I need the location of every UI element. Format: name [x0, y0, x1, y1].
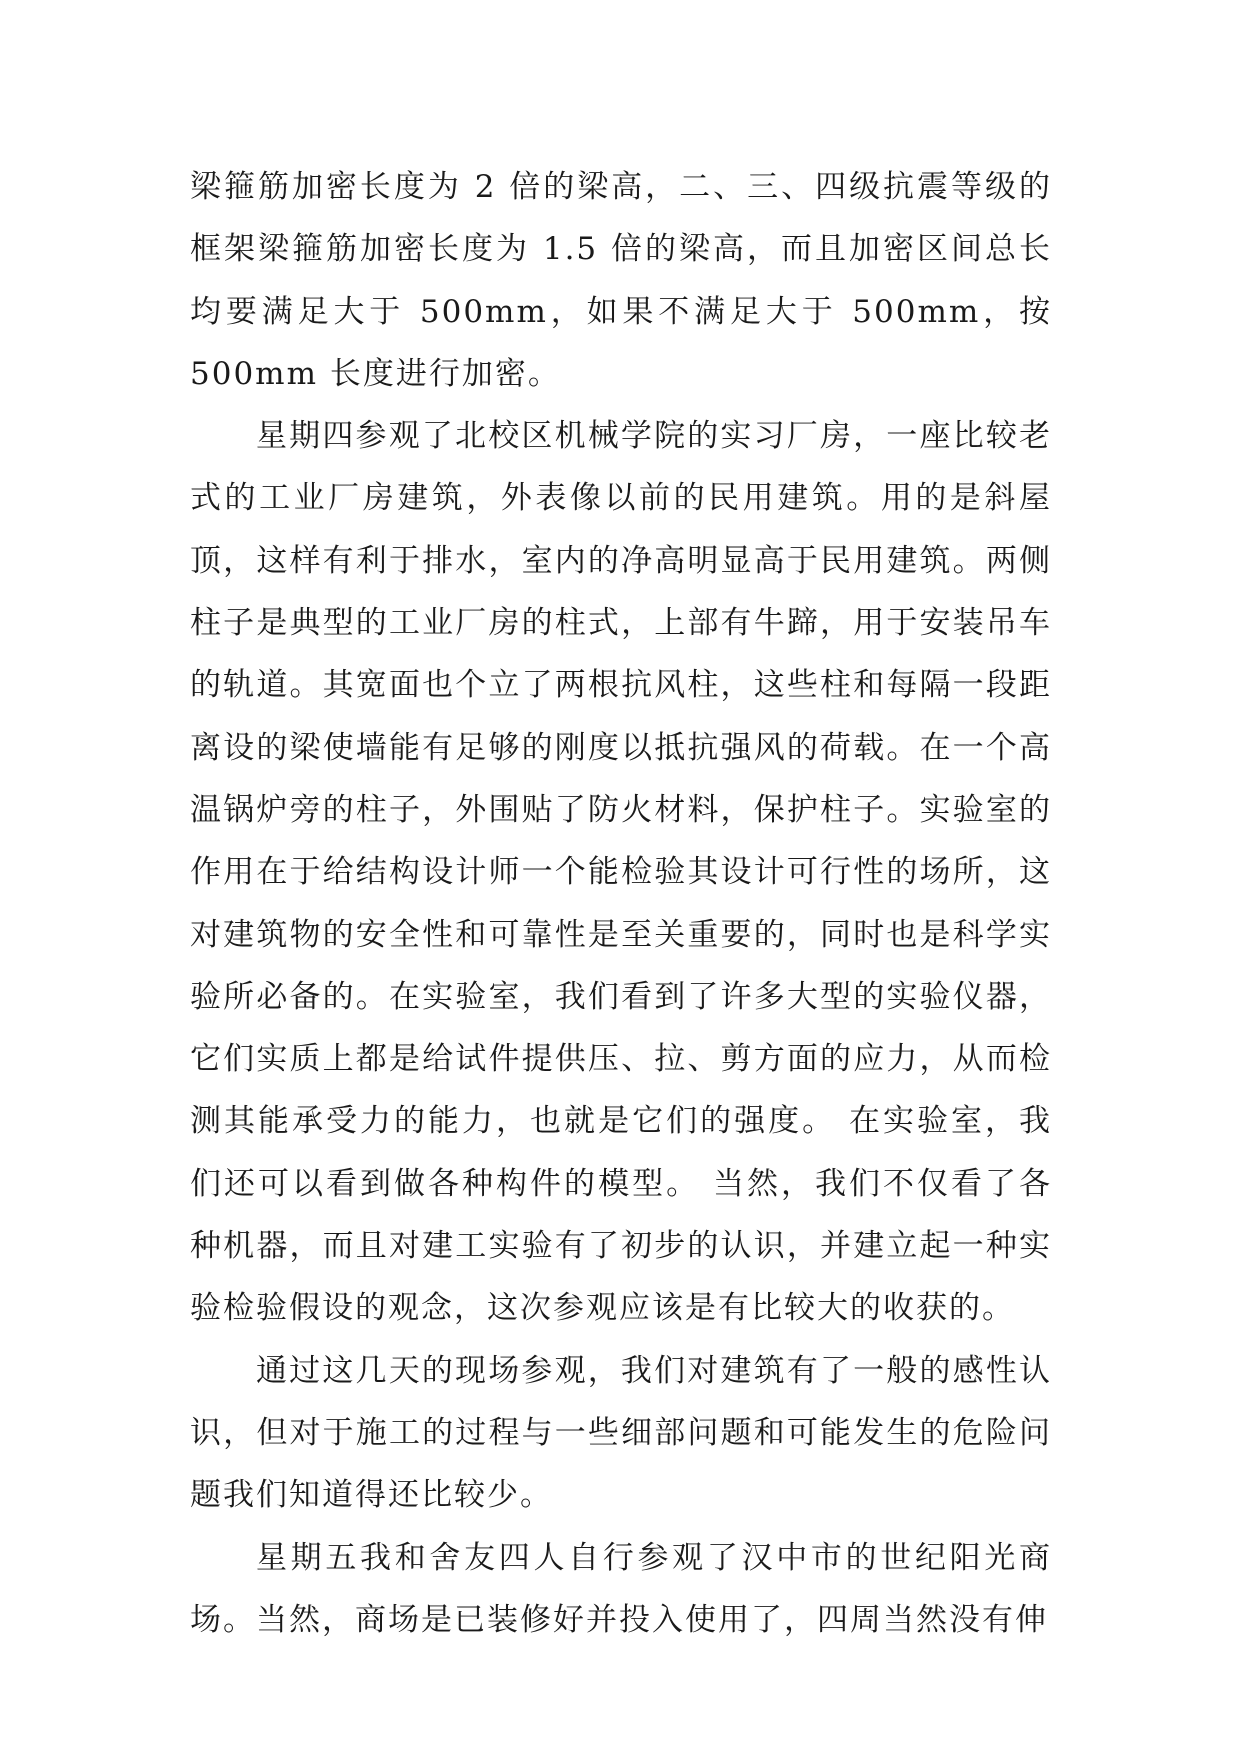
paragraph-2: 星期四参观了北校区机械学院的实习厂房，一座比较老式的工业厂房建筑，外表像以前的民用建筑。用的是斜屋顶，这样有利于排水，室内的净高明显高于民用建筑。两侧柱子是典型的工业厂房的柱式，上部有牛蹄，用于安装吊车的轨道。其宽面也个立了两根抗风柱，这些柱和每隔一段距离设的梁使墙能有足够的刚度以抵抗强风的荷载。在一个高温锅炉旁的柱子，外围贴了防火材料，保护柱子。实验室的作用在于给结构设计师一个能检验其设计可行性的场所，这对建筑物的安全性和可靠性是至关重要的，同时也是科学实验所必备的。在实验室，我们看到了许多大型的实验仪器，它们实质上都是给试件提供压、拉、剪方面的应力，从而检测其能承受力的能力，也就是它们的强度。 在实验室，我们还可以看到做各种构件的模型。 当然，我们不仅看了各种机器，而且对建工实验有了初步的认识，并建立起一种实验检验假设的观念，这次参观应该是有比较大的收获的。 [190, 418, 1052, 1327]
document-body [190, 156, 1052, 1651]
paragraph-3: 通过这几天的现场参观，我们对建筑有了一般的感性认识，但对于施工的过程与一些细部问题和可能发生的危险问题我们知道得还比较少。 [190, 1352, 1052, 1514]
paragraph-4: 星期五我和舍友四人自行参观了汉中市的世纪阳光商场。当然，商场是已装修好并投入使用了，四周当然没有伸 [190, 1539, 1052, 1638]
paragraph-1: 梁箍筋加密长度为 2 倍的梁高，二、三、四级抗震等级的框架梁箍筋加密长度为 1.5 倍的梁高，而且加密区间总长均要满足大于 500mm，如果不满足大于 500mm，按 500mm 长度进行加密。 [190, 169, 1052, 392]
